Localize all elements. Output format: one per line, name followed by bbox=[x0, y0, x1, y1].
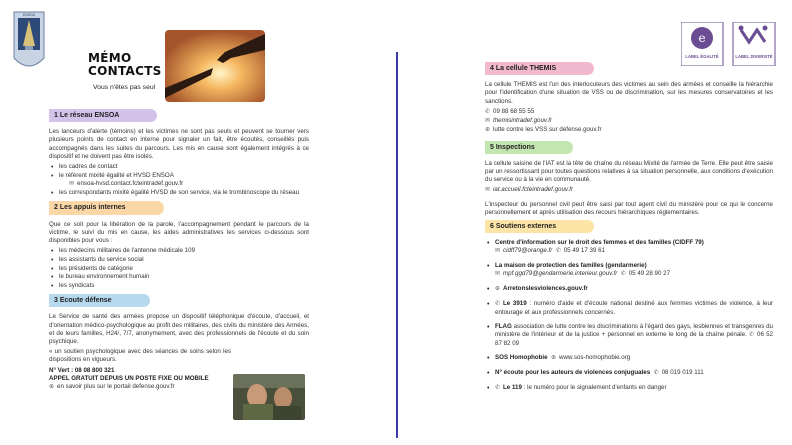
list-item: • les présidents de catégorie bbox=[49, 265, 309, 273]
left-column bbox=[49, 109, 309, 392]
mpf-title: • La maison de protection des familles (gendarmerie) bbox=[495, 261, 647, 269]
section-2-list bbox=[49, 247, 309, 290]
list-item: • les correspondants mixité égalité HVSD de son service, via le trombinoscope du réseau bbox=[49, 189, 309, 197]
label-diversite-text: LABEL DIVERSITÉ bbox=[735, 54, 773, 59]
list-item bbox=[485, 300, 773, 317]
title-line-1: MÉMO bbox=[88, 51, 132, 65]
label-logos bbox=[681, 22, 777, 66]
section-3-quote: « un soutien psychologique avec des séances de soins selon les dispositions en vigueurs. bbox=[49, 348, 231, 364]
svg-text:e: e bbox=[698, 31, 706, 45]
list-item: • les médecins militaires de l'antenne médicale 109 bbox=[49, 247, 309, 255]
phone-icon: ✆ bbox=[495, 300, 501, 307]
phone-icon: ✆ bbox=[620, 271, 626, 278]
ensoa-email[interactable]: ensoa-hvsd.contact.fcteintradef.gouv.fr bbox=[77, 179, 184, 187]
ensoa-logo-text: ENSOA bbox=[22, 13, 36, 17]
list-item bbox=[485, 384, 773, 393]
iat-email[interactable]: iat.accueil.fcteintradef.gouv.fr bbox=[493, 186, 574, 194]
cidff-contact-row[interactable] bbox=[495, 247, 773, 256]
section-1-heading: 1 Le réseau ENSOA bbox=[49, 109, 157, 122]
themis-web-row[interactable] bbox=[485, 126, 773, 135]
section-1-list bbox=[49, 163, 309, 197]
mpf-contact-row[interactable] bbox=[495, 270, 773, 279]
flag-text: association de lutte contre les discriminations à l'égard des gays, lesbiennes et transgenres du ministère de l'intérieur et de la justice + personnel en externe le long de la chaîne pénale. bbox=[495, 323, 773, 339]
column-divider bbox=[396, 52, 398, 438]
section-5-heading: 5 Inspections bbox=[485, 141, 573, 154]
section-6-heading: 6 Soutiens externes bbox=[485, 220, 594, 233]
themis-web[interactable]: lutte contre les VSS sur defense.gouv.fr bbox=[493, 125, 602, 133]
cidff-phone[interactable]: 05 49 17 39 61 bbox=[563, 247, 606, 255]
envelope-icon: ✉ bbox=[485, 187, 491, 194]
section-4-heading: 4 La cellule THEMIS bbox=[485, 62, 594, 75]
arretons-link[interactable]: Arretonslesviolences.gouv.fr bbox=[503, 285, 588, 293]
themis-email[interactable]: themisintradef.gouv.fr bbox=[493, 116, 553, 124]
section-3-heading: 3 Ecoute défense bbox=[49, 294, 150, 307]
section-5-p2: L'inspecteur du personnel civil peut être saisi par tout agent civil du ministère pour ce qui le concerne personnellement et après utilisation des recours hiérarchiques réglementaires. bbox=[485, 201, 773, 217]
mpf-email[interactable]: mpf.ggd79@gendarmerie.interieur.gouv.fr bbox=[503, 270, 618, 278]
list-item: • les syndicats bbox=[49, 282, 309, 290]
list-item bbox=[485, 354, 773, 363]
envelope-icon: ✉ bbox=[495, 271, 501, 278]
phone-icon: ✆ bbox=[555, 248, 561, 255]
list-item bbox=[485, 285, 773, 294]
ensoa-logo bbox=[12, 6, 46, 76]
envelope-icon: ✉ bbox=[495, 248, 501, 255]
section-3-intro: Le Service de santé des armées propose un dispositif téléphonique d'écoute, d'accueil, et d'orientation médico-psychologique au profit des militaires, des civils du ministère des Armées, et de leurs familles, H24/, 7/7, anonymement, avec des professionnels de l'écoute et du soin psychique. bbox=[49, 313, 309, 345]
list-item bbox=[49, 172, 309, 189]
free-call-note: APPEL GRATUIT DEPUIS UN POSTE FIXE OU MOBILE bbox=[49, 374, 209, 382]
flag-label: FLAG bbox=[495, 323, 512, 331]
section-1-intro: Les lanceurs d'alerte (témoins) et les victimes ne sont pas seuls et peuvent se tourner vers plusieurs points de contact en interne pour signaler un fait, être écoutés, conseillés puis accompagnés dans les suites du parcours. Les mis en cause sont également intégrés à ce dispositif et ne doivent pas être isolés. bbox=[49, 128, 309, 160]
globe-icon: ⊕ bbox=[485, 126, 491, 133]
section-2-heading: 2 Les appuis internes bbox=[49, 201, 164, 214]
right-column bbox=[485, 62, 773, 399]
cidff-email[interactable]: cidff79@orange.fr bbox=[503, 247, 553, 255]
section-5-p1: La cellule saisine de l'IAT est la tête de chaîne du réseau Mixité de l'armée de Terre. Elle peut être saisie par un ressortissant pour toutes questions relatives à sa situation personnelle, aux conditions d'exécution du service ou à la vie en communauté. bbox=[485, 159, 773, 184]
list-item: • le bureau environnement humain bbox=[49, 273, 309, 281]
n119-label[interactable]: Le 119 bbox=[503, 384, 522, 392]
mpf-phone[interactable]: 05 49 28 90 27 bbox=[628, 270, 671, 278]
flag-phone[interactable]: 06 52 87 82 09 bbox=[495, 331, 773, 348]
label-egalite-text: LABEL ÉGALITÉ bbox=[685, 54, 719, 59]
support-photo bbox=[233, 374, 305, 420]
list-item bbox=[485, 262, 773, 279]
hands-photo bbox=[165, 30, 265, 102]
n3919-label[interactable]: Le 3919 bbox=[503, 299, 527, 307]
list-item: • les assistants du service social bbox=[49, 256, 309, 264]
themis-phone[interactable]: 09 88 68 55 55 bbox=[493, 107, 535, 115]
list-item-text: le référent mixité égalité et HVSD ENSOA bbox=[59, 171, 174, 179]
envelope-icon: ✉ bbox=[69, 180, 75, 187]
themis-email-row[interactable] bbox=[485, 117, 773, 126]
sos-label: SOS Homophobie bbox=[495, 354, 548, 362]
phone-icon: ✆ bbox=[749, 332, 755, 339]
page-subtitle: Vous n'êtes pas seul bbox=[93, 84, 156, 91]
globe-icon: ⊕ bbox=[551, 355, 557, 362]
external-support-list bbox=[485, 239, 773, 393]
n119-text: : le numéro pour le signalement d'enfants en danger bbox=[521, 384, 667, 392]
iat-email-row[interactable] bbox=[485, 186, 773, 195]
portal-link[interactable]: en savoir plus sur le portail defense.gouv.fr bbox=[57, 382, 175, 390]
ecoute-phone-number[interactable]: N° Vert : 08 08 800 321 bbox=[49, 366, 115, 374]
list-item bbox=[485, 369, 773, 378]
auteurs-phone[interactable]: 08 019 019 111 bbox=[661, 369, 704, 377]
page-title bbox=[88, 52, 162, 77]
globe-icon: ⊕ bbox=[49, 383, 55, 390]
list-item bbox=[485, 323, 773, 348]
envelope-icon: ✉ bbox=[485, 117, 491, 124]
phone-icon: ✆ bbox=[485, 108, 491, 115]
auteurs-label: N° écoute pour les auteurs de violences conjuguales bbox=[495, 369, 651, 377]
section-2-intro: Que ce soit pour la libération de la parole, l'accompagnement pendant le parcours de la victime, le suivi du mis en cause, les aides administratives les services ci-dessous sont disponibles pour vous : bbox=[49, 220, 309, 245]
section-4-intro: La cellule THEMIS est l'un des interlocuteurs des victimes au sein des armées et conseille la hiérarchie pour l'identification d'une situation de VSS ou de discrimination, sur les mesures conservatoires et les sanctions. bbox=[485, 81, 773, 105]
themis-phone-row[interactable] bbox=[485, 108, 773, 117]
title-line-2: CONTACTS bbox=[88, 63, 162, 78]
n3919-text: : numéro d'aide et d'écoute national destiné aux femmes victimes de violence, à leur entourage et aux professionnels concernés. bbox=[495, 299, 773, 316]
globe-icon: ⊕ bbox=[495, 286, 501, 293]
list-item: • les cadres de contact bbox=[49, 163, 309, 171]
sos-web[interactable]: www.sos-homophobie.org bbox=[559, 354, 631, 362]
phone-icon: ✆ bbox=[653, 370, 659, 377]
ensoa-email-row[interactable] bbox=[59, 180, 309, 189]
phone-icon: ✆ bbox=[495, 385, 501, 392]
cidff-title: • Centre d'information sur le droit des femmes et des familles (CIDFF 79) bbox=[495, 238, 704, 246]
list-item bbox=[485, 239, 773, 256]
